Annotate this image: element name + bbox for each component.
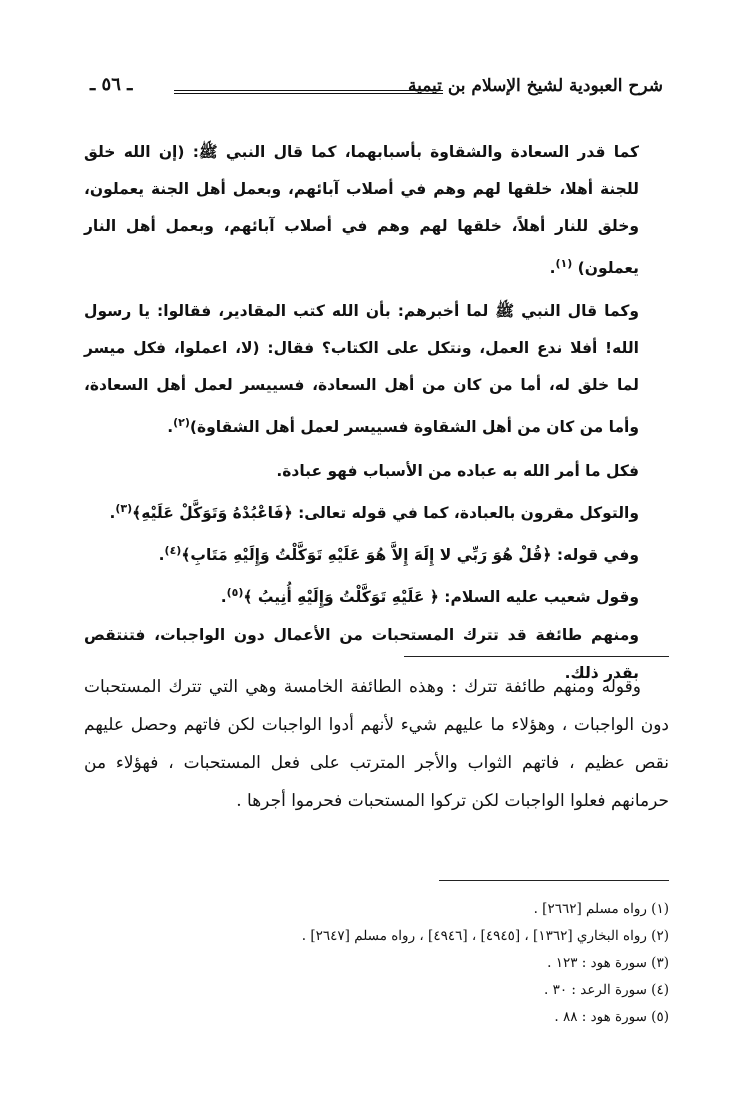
paragraph-6: وقول شعيب عليه السلام: ﴿ عَلَيْهِ تَوَكَّلْتُ وَإِلَيْهِ أُنِيبُ ﴾$^{(٥)}$. <box>220 586 639 606</box>
footnote-2: (٢) رواه البخاري [١٣٦٢] ، [٤٩٤٥] ، [٤٩٤٦] ، رواه مسلم [٢٦٤٧] . <box>301 928 669 944</box>
footnote-ref-3: (٣) <box>115 502 133 515</box>
paragraph-5-text: وفي قوله: ﴿قُلْ هُوَ رَبِّي لا إِلَهَ إِلاَّ هُوَ عَلَيْهِ تَوَكَّلْتُ وَإِلَيْهِ مَتَابِ﴾ <box>181 546 639 564</box>
paragraph-1: كما قدر السعادة والشقاوة بأسبابهما، كما قال النبي ﷺ: (إن الله خلق للجنة أهلا، خلقها لهم وهم في أصلاب آبائهم، وبعمل أهل الجنة يعملون، وخلق للنار أهلاً، خلقها لهم وهم في أصلاب آبائهم، وبعمل أهل النار يعملون) $^{(١)}$. <box>84 143 639 277</box>
running-header <box>90 72 663 106</box>
page-number: ـ ٥٦ ـ <box>90 74 133 95</box>
footnote-ref-5: (٥) <box>226 586 244 599</box>
paragraph-6-text: وقول شعيب عليه السلام: ﴿ عَلَيْهِ تَوَكَّلْتُ وَإِلَيْهِ أُنِيبُ ﴾ <box>243 588 639 606</box>
section-divider <box>404 656 669 657</box>
paragraph-5: وفي قوله: ﴿قُلْ هُوَ رَبِّي لا إِلَهَ إِلاَّ هُوَ عَلَيْهِ تَوَكَّلْتُ وَإِلَيْهِ مَتَابِ﴾$^{(٤)}$. <box>158 544 639 564</box>
commentary-text <box>84 668 669 820</box>
paragraph-2: وكما قال النبي ﷺ لما أخبرهم: بأن الله كتب المقادير، فقالوا: يا رسول الله! أفلا ندع العمل، ونتكل على الكتاب؟ فقال: (لا، اعملوا، فكل ميسر لما خلق له، أما من كان من أهل السعادة، فسييسر لعمل أهل السعادة، وأما من كان من أهل الشقاوة فسييسر لعمل أهل الشقاوة)$^{(٢)}$. <box>84 302 639 436</box>
paragraph-2-text: وكما قال النبي ﷺ لما أخبرهم: بأن الله كتب المقادير، فقالوا: يا رسول الله! أفلا ندع العمل، ونتكل على الكتاب؟ فقال: (لا، اعملوا، فكل ميسر لما خلق له، أما من كان من أهل السعادة، فسييسر لعمل أهل السعادة، وأما من كان من أهل الشقاوة فسييسر لعمل أهل الشقاوة) <box>84 302 639 436</box>
footnote-ref-2: (٢) <box>173 416 190 429</box>
paragraph-4: والتوكل مقرون بالعبادة، كما في قوله تعالى: ﴿فَاعْبُدْهُ وَتَوَكَّلْ عَلَيْهِ﴾$^{(٣)}$. <box>109 502 639 522</box>
header-title: شرح العبودية لشيخ الإسلام بن تيمية <box>407 76 663 96</box>
footnote-ref-4: (٤) <box>164 544 182 557</box>
footnote-divider <box>439 880 669 881</box>
footnote-ref-1: (١) <box>555 257 573 270</box>
commentary-paragraph: وقوله ومنهم طائفة تترك : وهذه الطائفة الخامسة وهي التي تترك المستحبات دون الواجبات ، وهؤلاء ما عليهم شيء لأنهم أدوا الواجبات لكن فاتهم وحصل عليهم نقص عظيم ، فاتهم الثواب والأجر المترتب على فعل المستحبات ، فهؤلاء من حرمانهم فعلوا الواجبات لكن تركوا المستحبات فحرموا أجرها . <box>84 677 669 811</box>
footnote-1: (١) رواه مسلم [٢٦٦٢] . <box>533 901 669 917</box>
paragraph-7: ومنهم طائفة قد تترك المستحبات من الأعمال دون الواجبات، فتنتقص بقدر ذلك. <box>84 626 639 682</box>
paragraph-3: فكل ما أمر الله به عباده من الأسباب فهو عبادة. <box>276 462 639 480</box>
footnote-3: (٣) سورة هود : ١٢٣ . <box>547 955 669 971</box>
footnotes <box>84 896 669 1031</box>
main-text <box>84 134 669 692</box>
paragraph-4-text: والتوكل مقرون بالعبادة، كما في قوله تعالى: ﴿فَاعْبُدْهُ وَتَوَكَّلْ عَلَيْهِ﴾ <box>132 504 639 522</box>
footnote-5: (٥) سورة هود : ٨٨ . <box>554 1009 669 1025</box>
header-rule <box>174 90 443 94</box>
footnote-4: (٤) سورة الرعد : ٣٠ . <box>544 982 669 998</box>
paragraph-1-text: كما قدر السعادة والشقاوة بأسبابهما، كما قال النبي ﷺ: (إن الله خلق للجنة أهلا، خلقها لهم وهم في أصلاب آبائهم، وبعمل أهل الجنة يعملون، وخلق للنار أهلاً، خلقها لهم وهم في أصلاب آبائهم، وبعمل أهل النار يعملون) <box>84 143 639 277</box>
